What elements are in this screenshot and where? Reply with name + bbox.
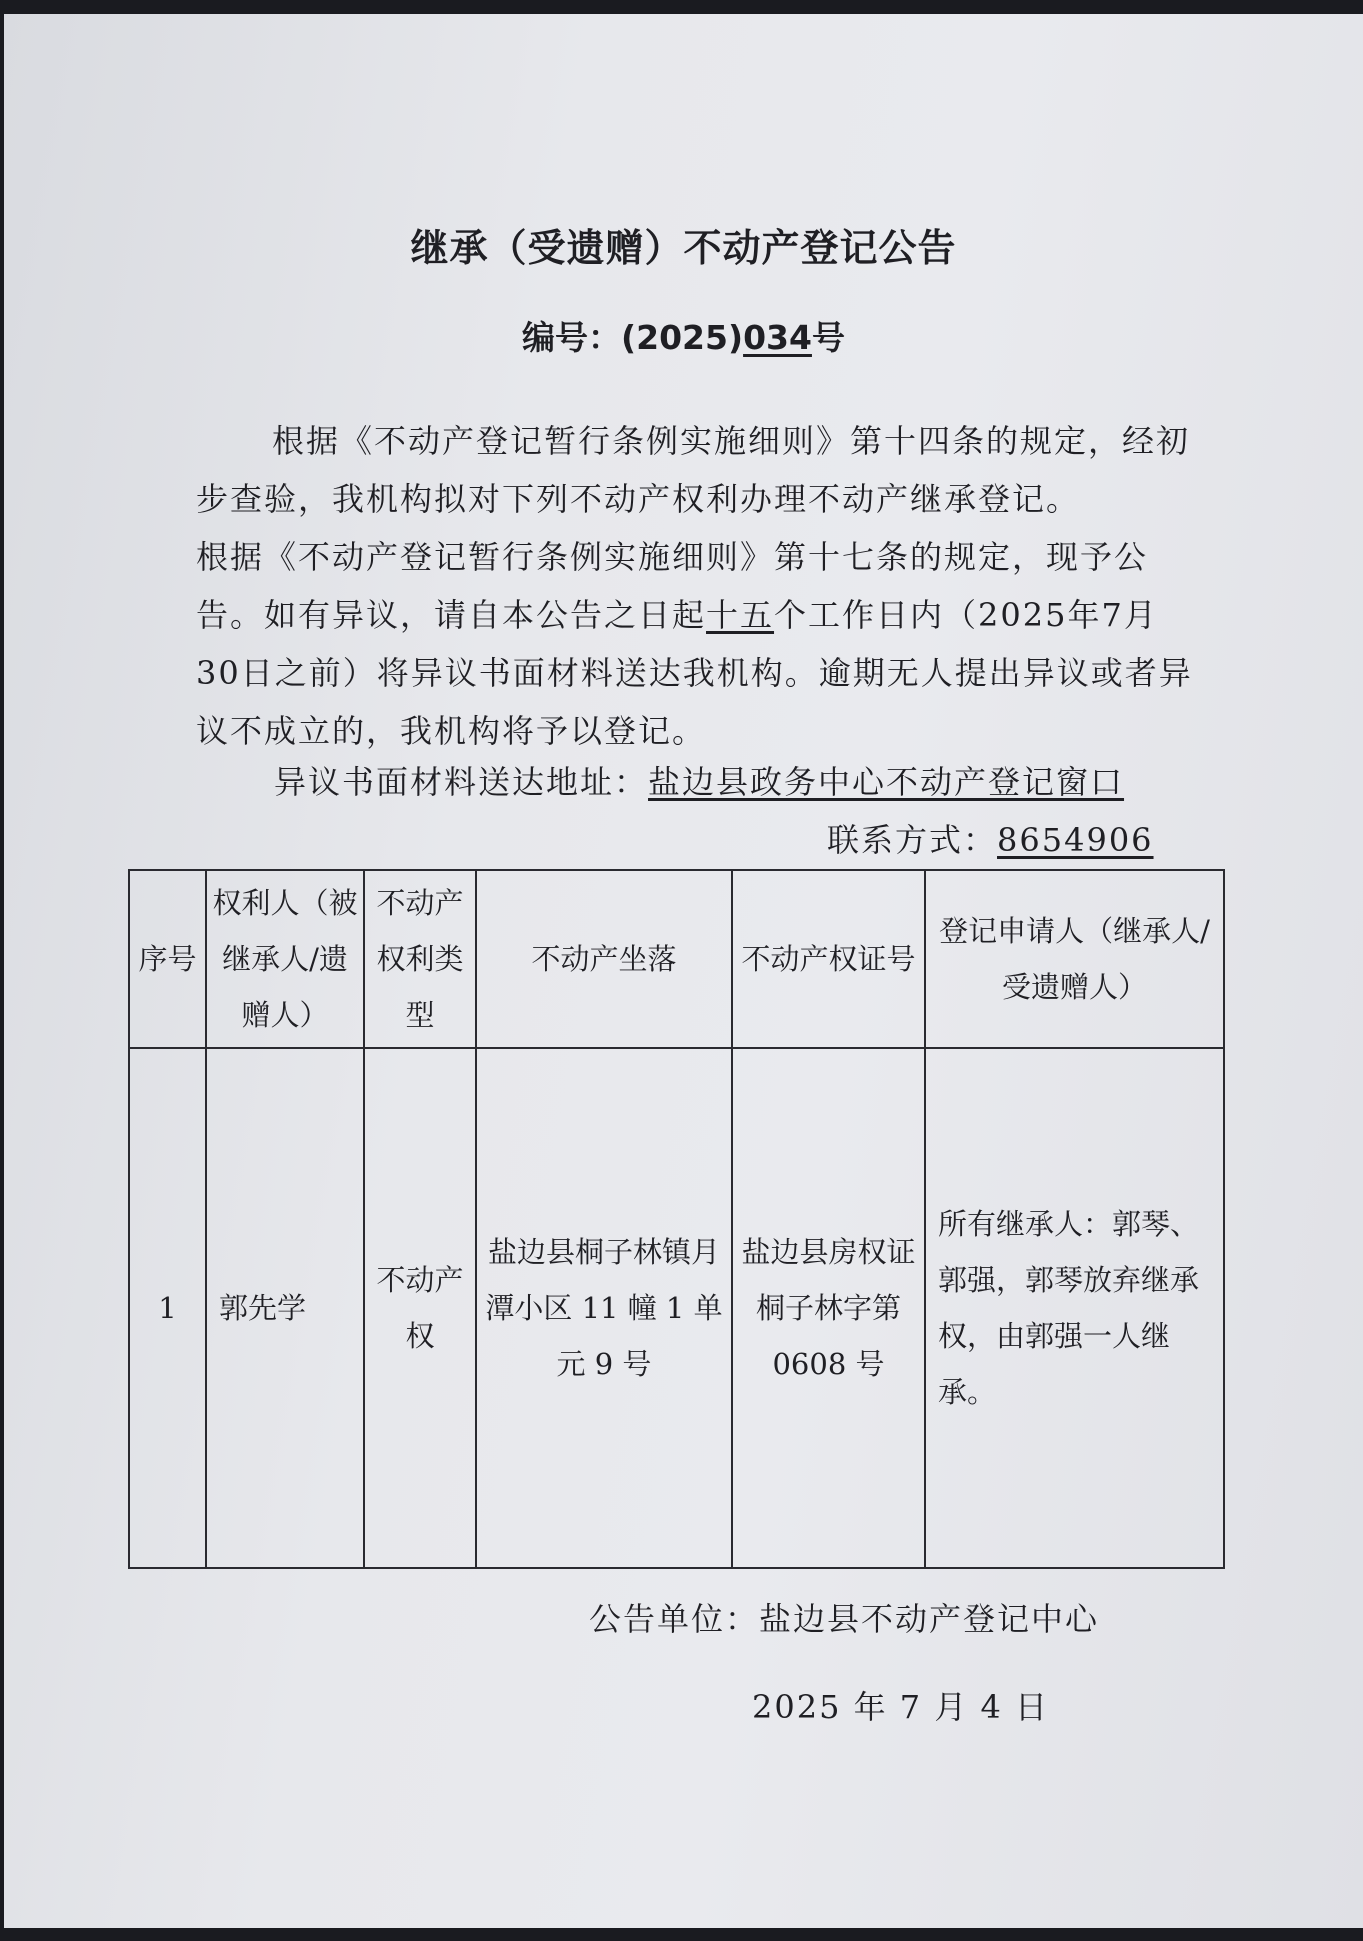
paragraph-2-text-a: 根据《不动产登记暂行条例实施细则》第十七条的规定，现予公告。如有异议，请自本公告之日起 [196,538,1149,634]
contact-phone: 8654906 [997,821,1154,859]
header-no: 序号 [129,870,206,1048]
header-cert-no: 不动产权证号 [732,870,925,1048]
table-row [129,1048,1224,1568]
objection-address [274,757,1124,803]
objection-days: 十五 [706,596,775,634]
table-header-row [129,870,1224,1048]
notice-title: 继承（受遗赠）不动产登记公告 [410,226,957,270]
paragraph-2 [196,528,1196,760]
issue-date: 2025 年 7 月 4 日 [752,1688,1050,1726]
header-applicant: 登记申请人（继承人/受遗赠人） [925,870,1224,1048]
address-label: 异议书面材料送达地址： [274,763,649,801]
contact-label: 联系方式： [827,821,998,859]
cell-owner: 郭先学 [206,1048,364,1568]
cell-cert-no: 盐边县房权证桐子林字第 0608 号 [732,1048,925,1568]
issuing-unit: 公告单位：盐边县不动产登记中心 [589,1600,1100,1638]
paragraph-2-text-b: 个工作日内（2025年7月30日之前）将异议书面材料送达我机构。逾期无人提出异议或者异议不成立的，我机构将予以登记。 [196,596,1193,750]
cell-no: 1 [129,1048,206,1568]
contact-info [827,815,1154,861]
docno-number: 034 [743,318,812,357]
paragraph-1: 根据《不动产登记暂行条例实施细则》第十四条的规定，经初步查验，我机构拟对下列不动产权利办理不动产继承登记。 [196,422,1191,518]
docno-prefix: 编号：(2025) [522,318,744,357]
document-number [4,312,1363,359]
notice-body [196,412,1196,760]
docno-suffix: 号 [811,318,845,357]
header-right-type: 不动产权利类型 [364,870,476,1048]
notice-paper [4,14,1363,1928]
cell-location: 盐边县桐子林镇月潭小区 11 幢 1 单元 9 号 [476,1048,732,1568]
header-location: 不动产坐落 [476,870,732,1048]
registration-table [128,869,1225,1569]
cell-applicant: 所有继承人：郭琴、郭强，郭琴放弃继承权，由郭强一人继承。 [925,1048,1224,1568]
header-owner: 权利人（被继承人/遗赠人） [206,870,364,1048]
cell-right-type: 不动产权 [364,1048,476,1568]
address-value: 盐边县政务中心不动产登记窗口 [648,763,1125,801]
